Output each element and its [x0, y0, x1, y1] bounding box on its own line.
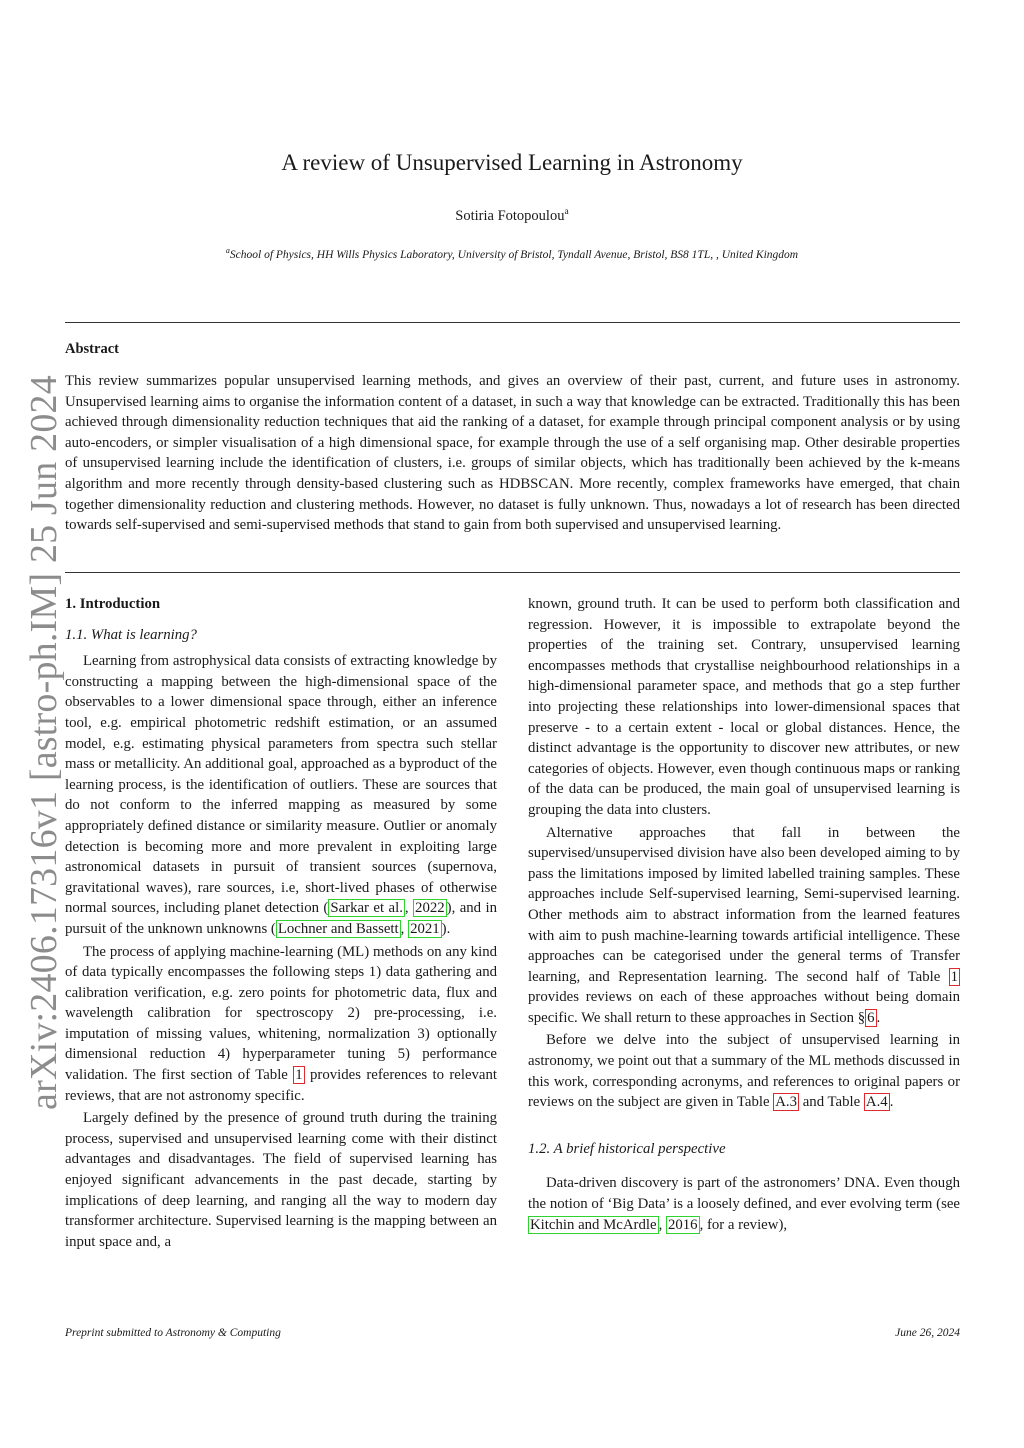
text-run: Before we delve into the subject of unsupervised learning in astronomy, we point out that a summary of the ML methods discussed in this work, corresponding acronyms, and references to original papers or reviews on the subject are given in Table — [528, 1032, 960, 1111]
text-run: , — [404, 900, 414, 917]
subsection-heading-what-is-learning: 1.1. What is learning? — [65, 626, 197, 643]
right-column — [528, 594, 960, 1235]
subsection-heading-historical-perspective: 1.2. A brief historical perspective — [528, 1140, 726, 1157]
text-run: The process of applying machine-learning (ML) methods on any kind of data typically encompasses the following steps 1) data gathering and calibration verification, e.g. zero points for photometric data, flux and wavelength calibration for spectroscopy 2) pre-processing, i.e. imputation of missing values, whitening, normalization 3) optionally dimensional reduction 4) hyperparameter tuning 5) performance validation. The first section of Table — [65, 943, 497, 1084]
table-reference-link[interactable] — [293, 1066, 304, 1084]
abstract-heading: Abstract — [65, 341, 119, 357]
text-run: provides references to relevant reviews, that are not astronomy specific. — [65, 1067, 497, 1104]
left-column — [65, 594, 497, 1252]
affil-marker: a — [225, 246, 230, 255]
affil-text: School of Physics, HH Wills Physics Laboratory, University of Bristol, Tyndall Avenue, Bristol, BS8 1TL, , United Kingdom — [229, 248, 799, 261]
text-run: Alternative approaches that fall in between the supervised/unsupervised division have also been developed aiming to by pass the limitations imposed by limited labelled training samples. These approaches include Self-supervised learning, Semi-supervised learning. Other methods aim to abstract information from the learned features with aim to push machine-learning towards artificial intelligence. These approaches can be categorised under the general terms of Transfer learning, and Representation learning. The second half of Table — [528, 824, 960, 985]
top-rule — [65, 322, 960, 323]
paragraph-before-we-delve — [528, 1030, 960, 1112]
text-run: and Table — [799, 1094, 864, 1111]
text-run: Data-driven discovery is part of the astronomers’ DNA. Even though the notion of ‘Big Data’ is a loosely defined, and ever evolving term (see — [528, 1175, 960, 1213]
author-line — [0, 207, 1024, 225]
citation-link[interactable] — [276, 920, 401, 938]
citation-author: Sarkar et al. — [330, 900, 403, 917]
author-name: Sotiria Fotopoulou — [455, 207, 565, 224]
citation-author: Lochner and Bassett — [277, 920, 399, 937]
table-number: A.4 — [865, 1094, 888, 1111]
text-run: provides reviews on each of these approaches without being domain specific. We shall return to these approaches in Section § — [528, 989, 960, 1026]
paragraph-data-driven-discovery — [528, 1173, 960, 1235]
citation-year: 2016 — [667, 1216, 698, 1233]
citation-year-link[interactable] — [413, 899, 447, 917]
affiliation — [0, 246, 1024, 261]
text-run: . — [889, 1094, 894, 1111]
citation-year-link[interactable] — [666, 1216, 700, 1234]
text-run: Learning from astrophysical data consists of extracting knowledge by constructing a mapping between the high-dimensional space of the observables to a lower dimensional space through, either an inference tool, e.g. empirical photometric redshift estimation, or an assumed model, e.g. estimating physical parameters from spectra such stellar mass or metallicity. An additional goal, approached as a byproduct of the learning process, is the identification of outliers. These are sources that do not conform to the inferred mapping as measured by some appropriately defined distance or similarity measure. Outlier or anomaly detection is becoming more and more prevalent in exploiting large astronomical datasets in pursuit of transient sources (supernova, gravitational waves), rare sources, i.e, short-lived phases of otherwise normal sources, including planet detection ( — [65, 653, 497, 917]
table-number: 1 — [295, 1067, 303, 1084]
arxiv-identifier: arXiv:2406.17316v1 [astro-ph.IM] 25 Jun 2024 — [23, 375, 65, 1110]
text-run: , — [658, 1216, 666, 1233]
table-number: A.3 — [775, 1094, 798, 1111]
section-reference-link[interactable] — [865, 1009, 876, 1027]
abstract-bottom-rule — [65, 572, 960, 573]
footer-date: June 26, 2024 — [895, 1327, 960, 1339]
citation-author: Kitchin and McArdle — [530, 1216, 657, 1233]
footer-preprint-note: Preprint submitted to Astronomy & Computing — [65, 1327, 281, 1339]
table-reference-link[interactable] — [949, 968, 960, 986]
paragraph-supervised-continued: known, ground truth. It can be used to perform both classification and regression. However, it is impossible to extrapolate beyond the properties of the training set. Contrary, unsupervised learning encompasses methods that crystallise neighbourhood relationships in a high-dimensional parameter space, and methods that go a step further into projecting these relationships into lower-dimensional spaces that preserve - to a certain extent - local or global distances. Hence, the distinct advantage is the opportunity to discover new attributes, or new categories of objects. However, even though continuous maps or ranking of the data can be produced, the main goal of unsupervised learning is grouping the data into clusters. — [528, 596, 960, 818]
table-reference-link[interactable] — [864, 1093, 890, 1111]
paragraph-learning — [65, 651, 497, 939]
citation-year: 2021 — [410, 920, 440, 937]
table-number: 1 — [950, 968, 958, 985]
citation-year: 2022 — [415, 900, 445, 917]
paragraph-ml-process — [65, 942, 497, 1107]
section-number: 6 — [867, 1009, 875, 1026]
text-run: , — [400, 920, 409, 937]
paragraph-alternative-approaches — [528, 823, 960, 1029]
section-heading-introduction: 1. Introduction — [65, 596, 161, 612]
paper-title: A review of Unsupervised Learning in Astronomy — [281, 150, 743, 175]
text-run: ). — [441, 920, 451, 937]
citation-year-link[interactable] — [408, 920, 442, 938]
citation-link[interactable] — [528, 1216, 659, 1234]
text-run: ), and in pursuit of the unknown unknowns ( — [65, 900, 498, 937]
citation-link[interactable] — [328, 899, 405, 917]
author-affil-marker: a — [564, 207, 569, 217]
paragraph-supervised: Largely defined by the presence of ground truth during the training process, supervised and unsupervised learning come with their distinct advantages and disadvantages. The field of supervised learning has enjoyed significant advancements in the past decade, starting by implications of deep learning, and ranging all the way to modern day transformer architecture. Supervised learning is the mapping between an input space and, a — [65, 1110, 497, 1250]
text-run: . — [876, 1009, 881, 1026]
abstract-text: This review summarizes popular unsupervised learning methods, and gives an overview of their past, current, and future uses in astronomy. Unsupervised learning aims to organise the information content of a dataset, in such a way that knowledge can be extracted. Traditionally this has been achieved through dimensionality reduction techniques that aid the ranking of a dataset, for example through principal component analysis or by using auto-encoders, or simpler visualisation of a high dimensional space, for example through the use of a self organising map. Other desirable properties of unsupervised learning include the identification of clusters, i.e. groups of similar objects, which has traditionally been achieved by the k-means algorithm and more recently through density-based clustering such as HDBSCAN. More recently, complex frameworks have emerged, that chain together dimensionality reduction and clustering methods. However, no dataset is fully unknown. Thus, nowadays a lot of research has been directed towards self-supervised and semi-supervised methods that stand to gain from both supervised and unsupervised learning. — [65, 373, 960, 534]
text-run: , for a review), — [699, 1216, 788, 1233]
table-reference-link[interactable] — [773, 1093, 799, 1111]
